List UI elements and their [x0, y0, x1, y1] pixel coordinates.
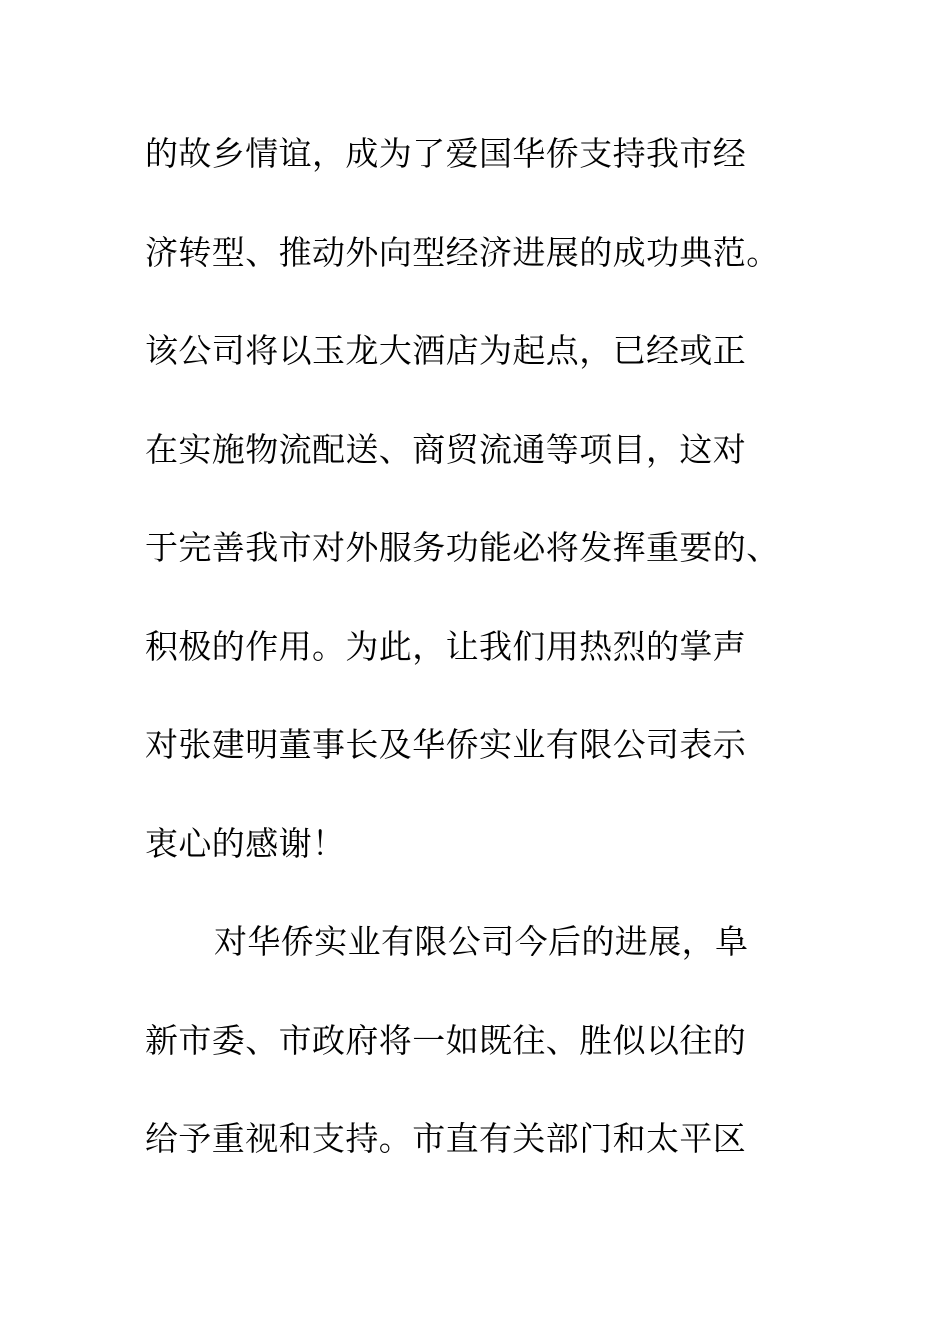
text-line-6: 积极的作用。为此，让我们用热烈的掌声 [145, 626, 747, 666]
text-line-11: 给予重视和支持。市直有关部门和太平区 [145, 1119, 747, 1158]
body-text [145, 124, 825, 1208]
text-line-1: 的故乡情谊，成为了爱国华侨支持我市经 [145, 134, 747, 173]
paragraph-start-line: 对华侨实业有限公司今后的进展，阜 [214, 922, 749, 961]
text-line-5: 于完善我市对外服务功能必将发挥重要的、 [145, 528, 780, 567]
text-line-10: 新市委、市政府将一如既往、胜似以往的 [145, 1020, 747, 1060]
text-line-3: 该公司将以玉龙大酒店为起点，已经或正 [145, 331, 747, 370]
text-line-2: 济转型、推动外向型经济进展的成功典范。 [145, 232, 780, 272]
text-line-7: 对张建明董事长及华侨实业有限公司表示 [145, 725, 747, 764]
text-line-4: 在实施物流配送、商贸流通等项目，这对 [145, 429, 747, 469]
text-line-8: 衷心的感谢！ [145, 823, 346, 863]
